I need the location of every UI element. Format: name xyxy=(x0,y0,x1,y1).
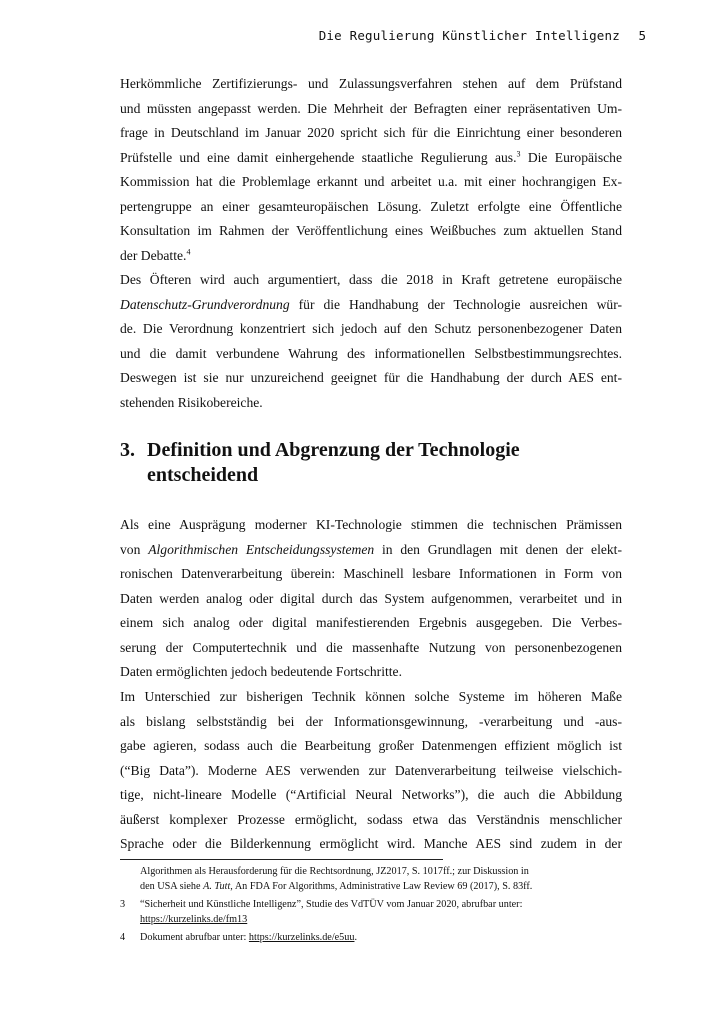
text-line: gabe agieren, sodass auch die Bearbeitung großer Datenmengen effizient möglich ist xyxy=(120,738,622,753)
footnote-number: 4 xyxy=(120,932,126,943)
section-number: 3. xyxy=(120,439,135,461)
text-line xyxy=(120,244,622,269)
text-line: als bislang selbstständig bei der Informationsgewinnung, -verarbeitung und -aus- xyxy=(120,713,622,729)
text-segment: Prüfstelle und eine damit einhergehende staatliche Regulierung aus. xyxy=(120,149,517,165)
text-line: und müssten angepasst werden. Die Mehrheit der Befragten einer repräsentativen Um- xyxy=(120,100,622,116)
text-line: Sprache oder die Bilderkennung ermöglicht wird. Manche AES sind zudem in der xyxy=(120,836,622,851)
text-line: Als eine Ausprägung moderner KI-Technologie stimmen die technischen Prämissen xyxy=(120,517,622,532)
section-heading xyxy=(120,438,622,488)
text-line: pertengruppe an einer gesamteuropäischen Lösung. Zuletzt erfolgte eine Öffentliche xyxy=(120,198,622,214)
footnote-3 xyxy=(120,898,622,927)
text-line: Konsultation im Rahmen der Veröffentlichung eines Weißbuches zum aktuellen Stand xyxy=(120,223,622,238)
footnote-ref-3[interactable]: 3 xyxy=(516,148,521,158)
text-segment: der Debatte. xyxy=(120,247,187,263)
footnote-4 xyxy=(120,931,622,946)
text-line: Im Unterschied zur bisherigen Technik können solche Systeme im höheren Maße xyxy=(120,689,622,704)
text-line: stehenden Risikobereiche. xyxy=(120,394,263,410)
footnote-number: 3 xyxy=(120,899,126,910)
text-line: Deswegen ist sie nur unzureichend geeignet für die Handhabung der durch AES ent- xyxy=(120,370,622,385)
footnote-text: Dokument abrufbar unter: xyxy=(140,932,249,943)
paragraph-4 xyxy=(120,685,622,857)
italic-term: Datenschutz-Grundverordnung xyxy=(120,296,290,312)
text-line: Daten werden analog oder digital durch das System aufgenommen, verarbeitet und in xyxy=(120,590,622,606)
section-title-line-1: Definition und Abgrenzung der Technologie xyxy=(147,439,520,461)
text-line xyxy=(120,146,622,171)
footnote-separator xyxy=(120,859,443,860)
text-line: ronischen Datenverarbeitung überein: Maschinell lesbare Informationen in Form von xyxy=(120,566,622,581)
running-header-title: Die Regulierung Künstlicher Intelligenz xyxy=(318,28,620,43)
section-title-line-2: entscheidend xyxy=(147,464,259,486)
footnote-line xyxy=(140,880,622,895)
running-header xyxy=(120,28,646,46)
italic-author: A. Tutt xyxy=(203,880,231,892)
text-line: tige, nicht-lineare Modelle (“Artificial Neural Networks”), die auch die Abbildung xyxy=(120,787,622,802)
paragraph-1 xyxy=(120,72,622,268)
footnotes xyxy=(120,865,622,950)
text-segment: den USA siehe xyxy=(140,880,204,892)
text-line: äußerst komplexer Prozesse ermöglicht, sodass etwa das Verständnis menschlicher xyxy=(120,811,622,827)
text-line xyxy=(120,538,622,563)
footnote-continuation xyxy=(120,865,622,894)
text-line: Daten ermöglichten jedoch bedeutende Fortschritte. xyxy=(120,664,402,679)
text-segment: in den Grundlagen mit denen der elekt- xyxy=(374,541,622,557)
text-segment: von xyxy=(120,541,149,557)
footnote-ref-4[interactable]: 4 xyxy=(186,246,191,256)
paragraph-3 xyxy=(120,513,622,685)
text-segment: Die Europäische xyxy=(520,149,622,165)
italic-term: Algorithmischen Entscheidungssystemen xyxy=(148,541,375,557)
text-line: serung der Computertechnik und die massenhafte Nutzung von personenbezogenen xyxy=(120,639,622,655)
text-line: Herkömmliche Zertifizierungs- und Zulassungsverfahren stehen auf dem Prüfstand xyxy=(120,76,622,91)
text-line: frage in Deutschland im Januar 2020 spricht sich für die Einrichtung einer besonderen xyxy=(120,125,622,140)
footnote-end: . xyxy=(354,932,358,943)
text-segment: , An FDA For Algorithms, Administrative Law Review 69 (2017), S. 83ff. xyxy=(230,880,533,892)
text-line: (“Big Data”). Moderne AES verwenden zur Datenverarbeitung teilweise vielschich- xyxy=(120,762,622,778)
footnote-line: Algorithmen als Herausforderung für die Rechtsordnung, JZ2017, S. 1017ff.; zur Diskussion in xyxy=(140,866,529,877)
footnote-link[interactable]: https://kurzelinks.de/e5uu xyxy=(248,932,355,943)
text-line: einem sich analog oder digital manifestierenden Ergebnis ausgegeben. Die Verbes- xyxy=(120,615,622,630)
text-line: de. Die Verordnung konzentriert sich jedoch auf den Schutz personenbezogener Daten xyxy=(120,321,622,336)
page-number: 5 xyxy=(638,28,646,43)
text-line: Des Öfteren wird auch argumentiert, dass die 2018 in Kraft getretene europäische xyxy=(120,272,622,287)
text-line: Kommission hat die Problemlage erkannt und arbeitet u.a. mit einer hochrangigen Ex- xyxy=(120,174,622,189)
text-line: und die damit verbundene Wahrung des informationellen Selbstbestimmungsrechtes. xyxy=(120,345,622,361)
text-line xyxy=(120,293,622,318)
footnote-link[interactable]: https://kurzelinks.de/fm13 xyxy=(140,913,248,925)
paragraph-2 xyxy=(120,268,622,415)
text-segment: für die Handhabung der Technologie ausreichen wür- xyxy=(289,296,622,312)
footnote-line: “Sicherheit und Künstliche Intelligenz”, Studie des VdTÜV vom Januar 2020, abrufbar unter: xyxy=(140,899,523,910)
